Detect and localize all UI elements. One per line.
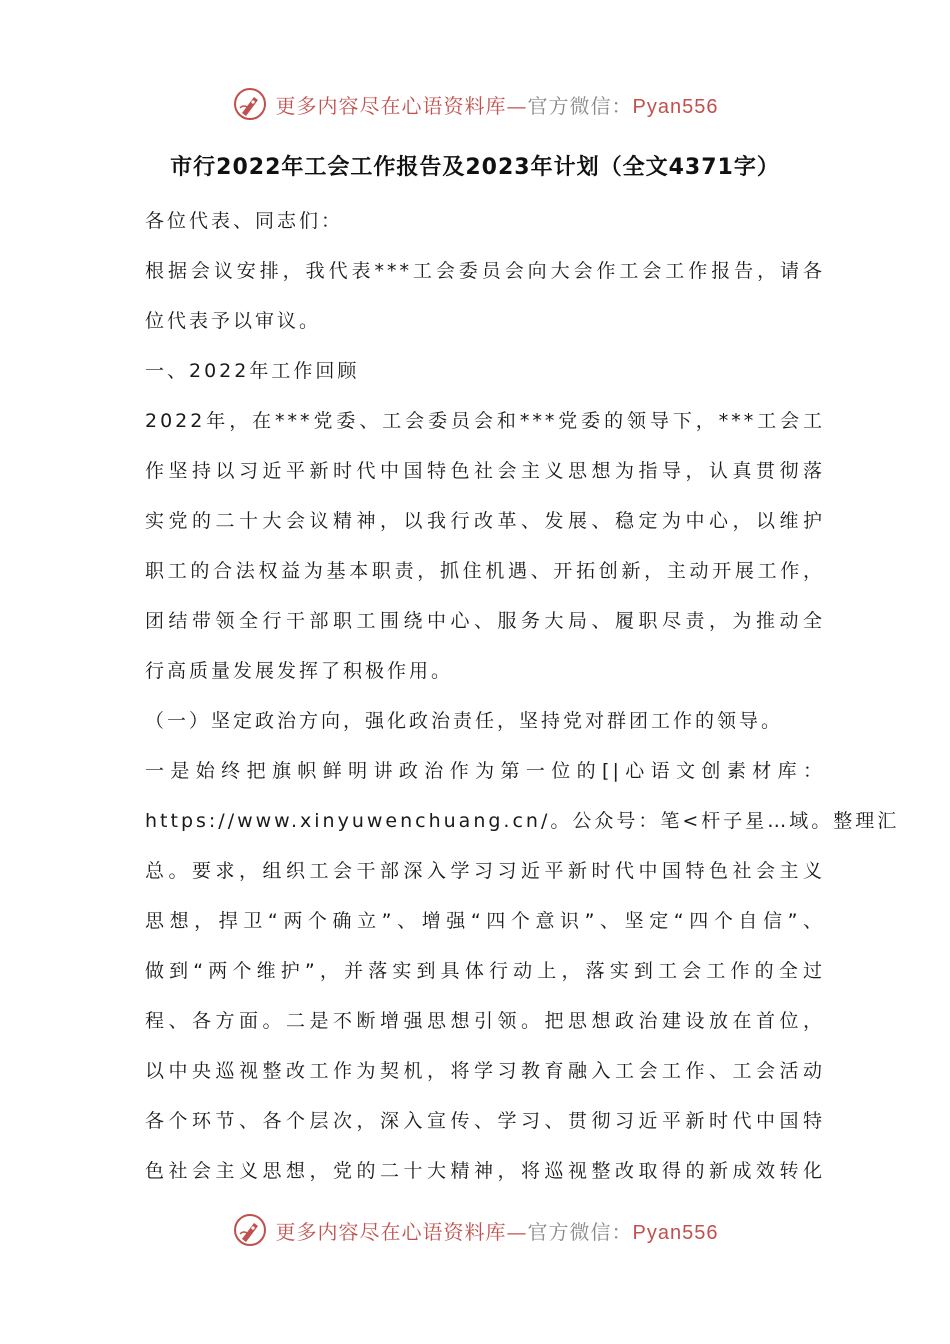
- body-line: 程、各方面。二是不断增强思想引领。把思想政治建设放在首位，: [145, 1010, 825, 1032]
- watermark-dash: —: [506, 93, 528, 118]
- body-line: 以中央巡视整改工作为契机，将学习教育融入工会工作、工会活动: [145, 1060, 825, 1082]
- body-line: 作坚持以习近平新时代中国特色社会主义思想为指导，认真贯彻落: [145, 460, 825, 482]
- footer-watermark: [0, 1208, 950, 1252]
- watermark-id: Pyan556: [632, 1221, 719, 1244]
- body-line: 行高质量发展发挥了积极作用。: [145, 660, 454, 682]
- body-line: 做到“两个维护”，并落实到具体行动上，落实到工会工作的全过: [145, 960, 825, 982]
- header-watermark: [0, 82, 950, 126]
- pen-nib-logo-icon: [232, 86, 268, 122]
- body-line: 根据会议安排，我代表***工会委员会向大会作工会工作报告，请各: [145, 260, 825, 282]
- watermark-brand: 更多内容尽在心语资料库: [275, 93, 507, 118]
- body-line: 各位代表、同志们：: [145, 210, 344, 232]
- body-line: https://www.xinyuwenchuang.cn/。公众号：笔<杆子星…域。整理汇: [145, 810, 900, 832]
- body-line: 位代表予以审议。: [145, 310, 322, 332]
- body-line: 各个环节、各个层次，深入宣传、学习、贯彻习近平新时代中国特: [145, 1110, 825, 1132]
- body-line: 色社会主义思想，党的二十大精神，将巡视整改取得的新成效转化: [145, 1160, 825, 1182]
- document-title: 市行2022年工会工作报告及2023年计划（全文4371字）: [170, 155, 780, 180]
- body-line: 团结带领全行干部职工围绕中心、服务大局、履职尽责，为推动全: [145, 610, 825, 632]
- watermark-official: 官方微信：: [527, 1219, 633, 1244]
- watermark-dash: —: [506, 1219, 528, 1244]
- body-line: 一是始终把旗帜鲜明讲政治作为第一位的[|心语文创素材库：: [145, 760, 825, 782]
- watermark-official: 官方微信：: [527, 93, 633, 118]
- body-line: 总。要求，组织工会干部深入学习习近平新时代中国特色社会主义: [145, 860, 825, 882]
- watermark-text: [276, 90, 719, 119]
- document-body: [145, 196, 900, 1196]
- body-line: 2022年，在***党委、工会委员会和***党委的领导下，***工会工: [145, 410, 825, 432]
- body-line: 一、2022年工作回顾: [145, 360, 360, 382]
- pen-nib-logo-icon: [232, 1212, 268, 1248]
- body-line: （一）坚定政治方向，强化政治责任，坚持党对群团工作的领导。: [145, 710, 784, 732]
- watermark-text: [276, 1216, 719, 1245]
- body-line: 职工的合法权益为基本职责，抓住机遇、开拓创新，主动开展工作，: [145, 560, 825, 582]
- body-line: 思想，捍卫“两个确立”、增强“四个意识”、坚定“四个自信”、: [145, 910, 825, 932]
- body-line: 实党的二十大会议精神，以我行改革、发展、稳定为中心，以维护: [145, 510, 825, 532]
- watermark-id: Pyan556: [632, 95, 719, 118]
- watermark-brand: 更多内容尽在心语资料库: [275, 1219, 507, 1244]
